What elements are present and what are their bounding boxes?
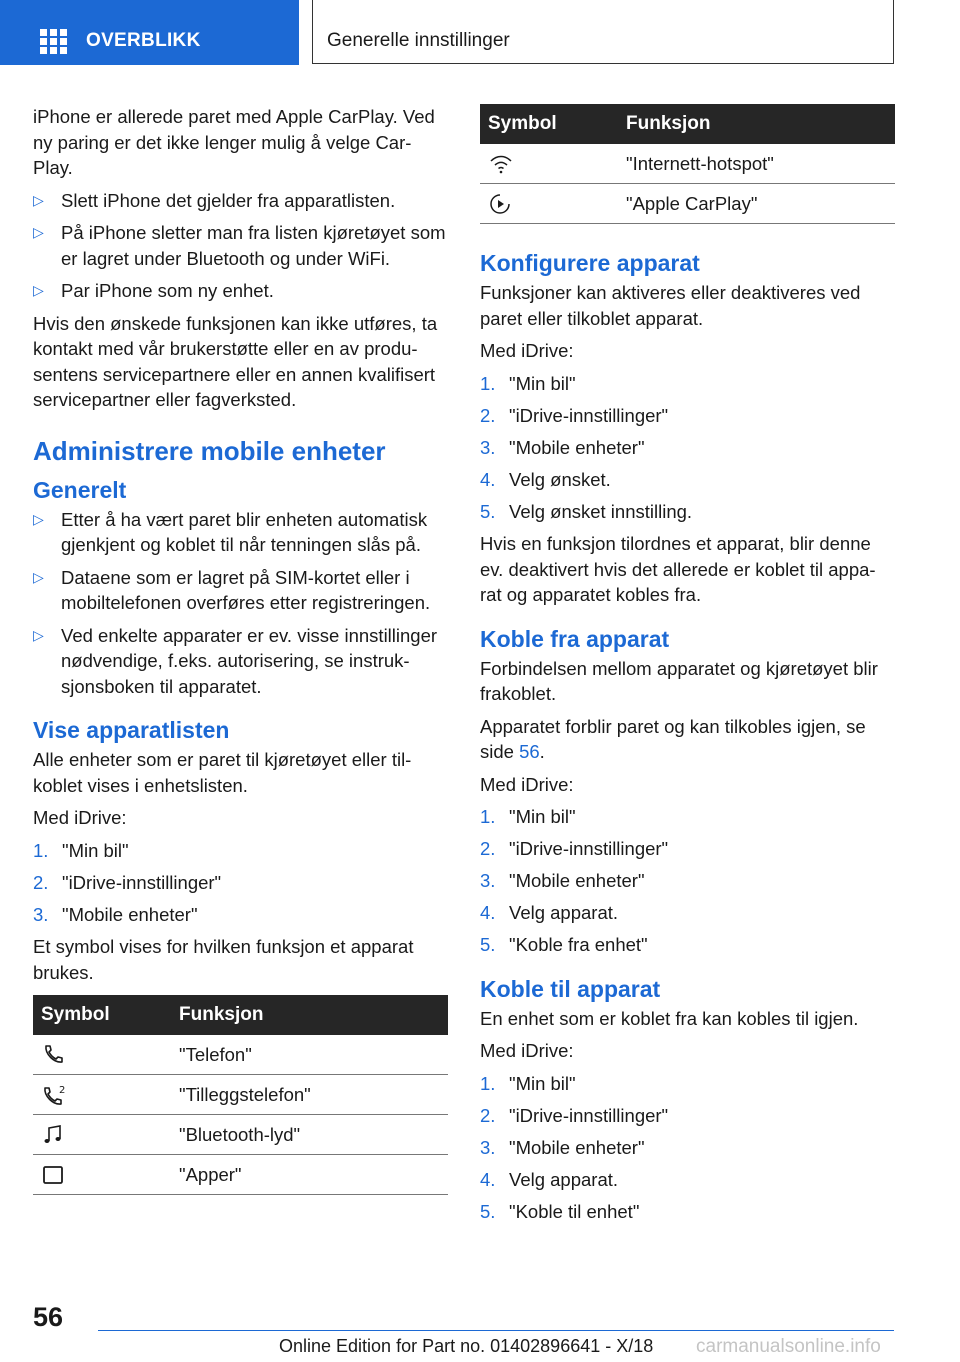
function-cell: "Tilleggstelefon" (171, 1075, 448, 1115)
list-item: 5. "Koble fra enhet" (480, 934, 648, 955)
page-number: 56 (33, 1302, 64, 1332)
triangle-bullet-icon: ▷ (33, 224, 44, 240)
table-header-row (480, 104, 895, 144)
phone-icon (41, 1043, 65, 1067)
idrive-label: Med iDrive: (480, 773, 574, 795)
triangle-bullet-icon: ▷ (33, 510, 44, 527)
symbol-paragraph: Et symbol vises for hvilken funksjon et apparat brukes. (33, 936, 414, 983)
configure-steps (480, 371, 895, 525)
idrive-label: Med iDrive: (480, 1040, 574, 1061)
chapter-header (312, 0, 894, 64)
list-item: 4. Velg ønsket. (480, 468, 611, 490)
configure-paragraph: Funksjoner kan aktiveres eller deaktiveres ved paret eller tilkoblet apparat. (480, 282, 861, 329)
function-cell: "Apper" (171, 1155, 448, 1195)
disconnect-reference-paragraph: Apparatet forblir paret og kan tilkobles igjen, se side 56. (480, 715, 866, 762)
triangle-bullet-icon: ▷ (33, 626, 44, 643)
main-heading: Administrere mobile enheter (33, 435, 386, 466)
list-item: 1. "Min bil" (480, 372, 576, 394)
svg-text:2: 2 (59, 1084, 66, 1096)
wifi-hotspot-icon (488, 152, 514, 176)
overview-tab[interactable] (0, 0, 299, 65)
disconnect-steps (480, 804, 895, 958)
edition-text: Online Edition for Part no. 01402896641 - X/18 (279, 1336, 654, 1356)
list-item: 1. "Min bil" (480, 806, 576, 827)
general-bullet-list (33, 507, 448, 700)
support-paragraph: Hvis den ønskede funksjonen kan ikke utføres, ta kontakt med vår brukerstøtte eller en av produ-sentens servicepartnere eller en annen kvalifisert servicepartner eller fagverksted. (33, 312, 438, 410)
music-note-icon (41, 1123, 65, 1147)
list-item: 2. "iDrive-innstillinger" (33, 871, 222, 893)
symbol-column-header: Symbol (33, 995, 171, 1035)
intro-bullet-list (33, 188, 448, 304)
function-cell: "Apple CarPlay" (618, 184, 895, 224)
watermark-text: carmanualsonline.info (696, 1336, 881, 1357)
triangle-bullet-icon: ▷ (33, 191, 44, 208)
device-list-heading: Vise apparatlisten (33, 717, 230, 743)
list-item: ▷ Ved enkelte apparater er ev. visse innstillinger nødvendige, f.eks. autorisering, se instruk-sjonsboken til apparatet. (33, 624, 438, 697)
disconnect-heading: Koble fra apparat (480, 625, 670, 652)
list-item: ▷ Slett iPhone det gjelder fra apparatlisten. (33, 188, 448, 214)
table-row (480, 184, 895, 224)
chapter-title: Generelle innstillinger (327, 30, 510, 51)
intro-paragraph: iPhone er allerede paret med Apple CarPlay. Ved ny paring er det ikke lenger mulig å velge Car-Play. (33, 106, 435, 178)
function-column-header: Funksjon (618, 104, 895, 144)
symbol-table-left (33, 995, 448, 1195)
triangle-bullet-icon: ▷ (33, 282, 44, 298)
list-item: 5. Velg ønsket innstilling. (480, 500, 693, 522)
grid-menu-icon (40, 29, 67, 53)
app-square-icon (41, 1163, 65, 1187)
table-row (33, 1155, 448, 1195)
list-item: 3. "Mobile enheter" (33, 903, 198, 925)
list-item: 2. "iDrive-innstillinger" (480, 404, 669, 426)
carplay-icon (488, 192, 512, 216)
list-item: ▷ Dataene som er lagret på SIM-kortet eller i mobiltelefonen overføres etter registreringen. (33, 566, 431, 613)
table-row (33, 1115, 448, 1155)
list-item: 1. "Min bil" (480, 1072, 576, 1094)
table-row (33, 1075, 448, 1115)
configure-after-paragraph: Hvis en funksjon tilordnes et apparat, blir denne ev. deaktivert hvis det allerede er koblet til appa-rat og apparatet kobles fra. (480, 533, 876, 605)
triangle-bullet-icon: ▷ (33, 568, 44, 585)
idrive-label: Med iDrive: (480, 340, 574, 361)
list-item: 4. Velg apparat. (480, 1168, 619, 1190)
list-item: ▷ På iPhone sletter man fra listen kjøretøyet som er lagret under Bluetooth og under WiFi. (33, 222, 446, 269)
disconnect-paragraph: Forbindelsen mellom apparatet og kjøretøyet blir frakoblet. (480, 657, 878, 704)
right-column (480, 94, 895, 1231)
symbol-table-right (480, 104, 895, 224)
connect-steps (480, 1071, 895, 1225)
list-item: 1. "Min bil" (33, 839, 129, 861)
table-header-row (33, 995, 448, 1035)
table-row (33, 1035, 448, 1075)
phone-2-icon (41, 1083, 67, 1107)
list-item: 4. Velg apparat. (480, 902, 619, 923)
list-item: ▷ Etter å ha vært paret blir enheten automatisk gjenkjent og koblet til når tenningen slås på. (33, 508, 428, 555)
left-column (33, 104, 448, 1195)
table-row (480, 144, 895, 184)
function-cell: "Bluetooth-lyd" (171, 1115, 448, 1155)
configure-heading: Konfigurere apparat (480, 250, 700, 276)
list-item: 5. "Koble til enhet" (480, 1200, 640, 1222)
footer-divider (98, 1330, 894, 1331)
device-list-paragraph: Alle enheter som er paret til kjøretøyet eller til-koblet vises i enhetslisten. (33, 749, 412, 796)
list-item: 2. "iDrive-innstillinger" (480, 1104, 669, 1126)
function-cell: "Internett-hotspot" (618, 144, 895, 184)
function-column-header: Funksjon (171, 995, 448, 1035)
connect-paragraph: En enhet som er koblet fra kan kobles til igjen. (480, 1007, 859, 1029)
list-item: 3. "Mobile enheter" (480, 436, 645, 458)
list-item: ▷ Par iPhone som ny enhet. (33, 278, 448, 304)
symbol-column-header: Symbol (480, 104, 618, 144)
page-link[interactable]: 56 (519, 741, 540, 762)
general-heading: Generelt (33, 476, 127, 503)
device-list-steps (33, 838, 448, 928)
list-item: 3. "Mobile enheter" (480, 870, 645, 891)
list-item: 2. "iDrive-innstillinger" (480, 838, 669, 859)
connect-heading: Koble til apparat (480, 975, 661, 1002)
idrive-label: Med iDrive: (33, 807, 127, 828)
list-item: 3. "Mobile enheter" (480, 1136, 645, 1158)
section-label: OVERBLIKK (86, 30, 201, 51)
function-cell: "Telefon" (171, 1035, 448, 1075)
